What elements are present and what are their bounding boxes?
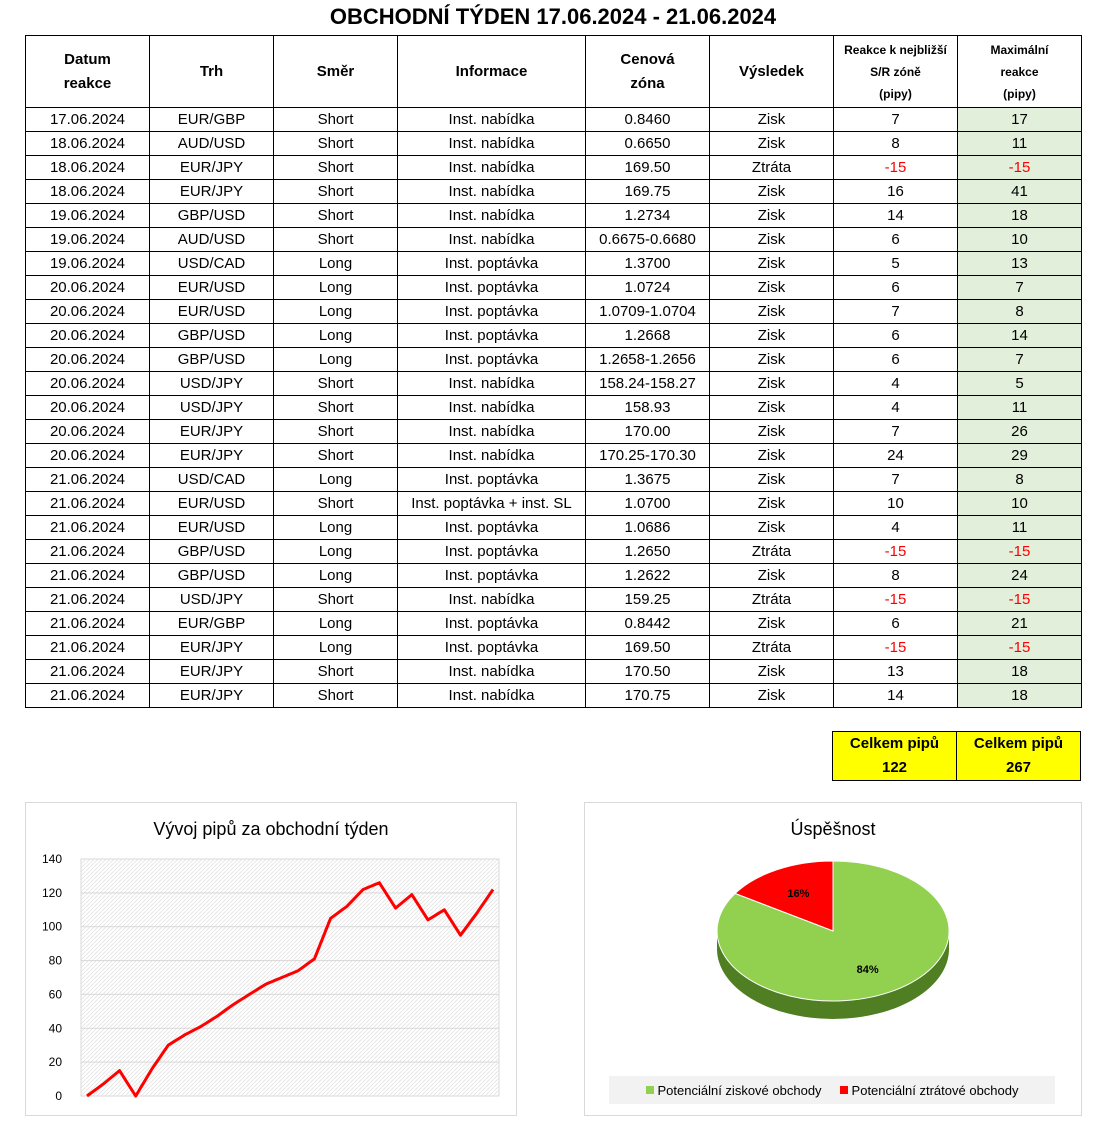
cell-reaction: 10 [834, 492, 958, 516]
cell-reaction: 6 [834, 348, 958, 372]
cell-result: Zisk [710, 492, 834, 516]
y-tick-label: 20 [48, 1055, 62, 1070]
cell-zone: 1.2622 [586, 564, 710, 588]
cell-direction: Short [274, 660, 398, 684]
cell-date: 21.06.2024 [26, 564, 150, 588]
cell-date: 20.06.2024 [26, 276, 150, 300]
cell-market: AUD/USD [150, 228, 274, 252]
cell-reaction: 6 [834, 228, 958, 252]
table-row [26, 108, 1082, 132]
table-row [26, 492, 1082, 516]
cell-result: Zisk [710, 684, 834, 708]
header-info: Informace [398, 36, 586, 108]
cell-info: Inst. nabídka [398, 444, 586, 468]
cell-direction: Long [274, 516, 398, 540]
cell-market: EUR/JPY [150, 180, 274, 204]
cell-info: Inst. nabídka [398, 420, 586, 444]
cell-max: 18 [958, 204, 1082, 228]
cell-result: Zisk [710, 300, 834, 324]
cell-date: 20.06.2024 [26, 372, 150, 396]
table-row [26, 228, 1082, 252]
y-tick-label: 40 [48, 1021, 62, 1036]
table-row [26, 636, 1082, 660]
cell-market: EUR/GBP [150, 108, 274, 132]
cell-zone: 1.0724 [586, 276, 710, 300]
table-row [26, 564, 1082, 588]
cell-date: 21.06.2024 [26, 660, 150, 684]
cell-result: Zisk [710, 228, 834, 252]
cell-zone: 170.75 [586, 684, 710, 708]
table-row [26, 324, 1082, 348]
cell-market: EUR/USD [150, 492, 274, 516]
pie-label-win: 84% [856, 964, 879, 976]
cell-result: Zisk [710, 564, 834, 588]
cell-date: 21.06.2024 [26, 540, 150, 564]
cell-reaction: 7 [834, 300, 958, 324]
table-row [26, 156, 1082, 180]
cell-info: Inst. nabídka [398, 180, 586, 204]
cell-reaction: 14 [834, 204, 958, 228]
cell-direction: Long [274, 612, 398, 636]
cell-info: Inst. poptávka [398, 276, 586, 300]
cell-max: 14 [958, 324, 1082, 348]
cell-zone: 1.0709-1.0704 [586, 300, 710, 324]
table-row [26, 444, 1082, 468]
line-chart [25, 802, 517, 1116]
cell-reaction: 7 [834, 108, 958, 132]
y-tick-label: 120 [41, 885, 62, 900]
cell-date: 20.06.2024 [26, 396, 150, 420]
cell-direction: Short [274, 492, 398, 516]
table-row [26, 660, 1082, 684]
total-reaction: Celkem pipů 122 [833, 732, 957, 781]
cell-reaction: 6 [834, 324, 958, 348]
cell-info: Inst. poptávka [398, 564, 586, 588]
cell-result: Zisk [710, 372, 834, 396]
cell-max: 24 [958, 564, 1082, 588]
cell-result: Zisk [710, 132, 834, 156]
cell-date: 20.06.2024 [26, 348, 150, 372]
cell-reaction: 7 [834, 420, 958, 444]
cell-info: Inst. nabídka [398, 660, 586, 684]
table-row [26, 612, 1082, 636]
cell-zone: 1.0700 [586, 492, 710, 516]
cell-date: 20.06.2024 [26, 444, 150, 468]
cell-result: Zisk [710, 204, 834, 228]
cell-result: Zisk [710, 276, 834, 300]
cell-market: GBP/USD [150, 324, 274, 348]
table-row [26, 204, 1082, 228]
cell-reaction: 8 [834, 564, 958, 588]
cell-market: EUR/JPY [150, 660, 274, 684]
cell-reaction: 24 [834, 444, 958, 468]
cell-result: Ztráta [710, 636, 834, 660]
cell-info: Inst. nabídka [398, 396, 586, 420]
legend-item-loss: Potenciální ztrátové obchody [840, 1083, 1019, 1098]
cell-zone: 169.50 [586, 156, 710, 180]
cell-direction: Short [274, 180, 398, 204]
cell-zone: 170.50 [586, 660, 710, 684]
trades-body [26, 108, 1082, 708]
cell-result: Zisk [710, 516, 834, 540]
cell-market: EUR/USD [150, 276, 274, 300]
cell-max: 8 [958, 468, 1082, 492]
cell-max: 18 [958, 660, 1082, 684]
cell-date: 17.06.2024 [26, 108, 150, 132]
cell-reaction: 4 [834, 396, 958, 420]
cell-date: 19.06.2024 [26, 252, 150, 276]
cell-market: GBP/USD [150, 348, 274, 372]
cell-direction: Long [274, 348, 398, 372]
cell-info: Inst. nabídka [398, 108, 586, 132]
cell-date: 19.06.2024 [26, 204, 150, 228]
cell-reaction: 8 [834, 132, 958, 156]
cell-info: Inst. nabídka [398, 372, 586, 396]
cell-max: 7 [958, 348, 1082, 372]
cell-direction: Short [274, 396, 398, 420]
pie-chart-plot [585, 803, 1081, 1115]
cell-date: 21.06.2024 [26, 636, 150, 660]
cell-max: -15 [958, 636, 1082, 660]
cell-direction: Short [274, 132, 398, 156]
cell-info: Inst. poptávka [398, 540, 586, 564]
cell-max: -15 [958, 540, 1082, 564]
cell-reaction: -15 [834, 156, 958, 180]
table-row [26, 276, 1082, 300]
cell-direction: Long [274, 564, 398, 588]
cell-zone: 169.50 [586, 636, 710, 660]
cell-zone: 170.00 [586, 420, 710, 444]
header-result: Výsledek [710, 36, 834, 108]
cell-info: Inst. nabídka [398, 204, 586, 228]
cell-market: USD/JPY [150, 372, 274, 396]
cell-zone: 0.8460 [586, 108, 710, 132]
cell-result: Zisk [710, 660, 834, 684]
cell-direction: Long [274, 276, 398, 300]
cell-reaction: 7 [834, 468, 958, 492]
cell-zone: 158.93 [586, 396, 710, 420]
cell-info: Inst. poptávka [398, 612, 586, 636]
cell-result: Zisk [710, 180, 834, 204]
cell-max: 18 [958, 684, 1082, 708]
cell-direction: Short [274, 108, 398, 132]
cell-date: 21.06.2024 [26, 492, 150, 516]
line-chart-plot [26, 803, 516, 1115]
cell-reaction: 5 [834, 252, 958, 276]
cell-market: EUR/USD [150, 516, 274, 540]
cell-direction: Short [274, 420, 398, 444]
cell-result: Zisk [710, 420, 834, 444]
cell-max: 29 [958, 444, 1082, 468]
cell-date: 18.06.2024 [26, 132, 150, 156]
cell-max: 5 [958, 372, 1082, 396]
cell-info: Inst. nabídka [398, 132, 586, 156]
y-tick-label: 80 [48, 953, 62, 968]
cell-max: -15 [958, 588, 1082, 612]
cell-direction: Short [274, 372, 398, 396]
cell-reaction: -15 [834, 588, 958, 612]
legend-item-win: Potenciální ziskové obchody [646, 1083, 822, 1098]
cell-max: 11 [958, 132, 1082, 156]
cell-date: 20.06.2024 [26, 324, 150, 348]
cell-info: Inst. poptávka [398, 468, 586, 492]
cell-max: 41 [958, 180, 1082, 204]
cell-max: 11 [958, 516, 1082, 540]
cell-reaction: 16 [834, 180, 958, 204]
cell-info: Inst. nabídka [398, 228, 586, 252]
table-row [26, 132, 1082, 156]
cell-date: 21.06.2024 [26, 612, 150, 636]
cell-max: 8 [958, 300, 1082, 324]
cell-zone: 1.0686 [586, 516, 710, 540]
cell-info: Inst. poptávka [398, 636, 586, 660]
cell-zone: 1.3675 [586, 468, 710, 492]
cell-date: 21.06.2024 [26, 684, 150, 708]
cell-result: Zisk [710, 468, 834, 492]
table-row [26, 180, 1082, 204]
cell-date: 21.06.2024 [26, 468, 150, 492]
cell-info: Inst. poptávka [398, 348, 586, 372]
cell-direction: Long [274, 300, 398, 324]
header-market: Trh [150, 36, 274, 108]
cell-market: GBP/USD [150, 540, 274, 564]
cell-direction: Short [274, 204, 398, 228]
cell-result: Zisk [710, 252, 834, 276]
cell-reaction: 6 [834, 276, 958, 300]
cell-reaction: -15 [834, 540, 958, 564]
table-row [26, 348, 1082, 372]
cell-market: EUR/JPY [150, 444, 274, 468]
cell-info: Inst. poptávka [398, 252, 586, 276]
cell-reaction: -15 [834, 636, 958, 660]
cell-direction: Short [274, 156, 398, 180]
cell-zone: 1.2668 [586, 324, 710, 348]
table-row [26, 420, 1082, 444]
table-row [26, 540, 1082, 564]
cell-result: Zisk [710, 324, 834, 348]
cell-market: GBP/USD [150, 204, 274, 228]
table-row [26, 588, 1082, 612]
cell-max: 11 [958, 396, 1082, 420]
cell-date: 20.06.2024 [26, 420, 150, 444]
cell-zone: 1.2658-1.2656 [586, 348, 710, 372]
cell-info: Inst. poptávka [398, 300, 586, 324]
cell-result: Zisk [710, 444, 834, 468]
cell-market: GBP/USD [150, 564, 274, 588]
cell-direction: Long [274, 468, 398, 492]
page-title: OBCHODNÍ TÝDEN 17.06.2024 - 21.06.2024 [329, 4, 777, 29]
header-max: Maximální reakce (pipy) [958, 36, 1082, 108]
pie-chart [584, 802, 1082, 1116]
pie-legend [609, 1076, 1055, 1104]
cell-info: Inst. poptávka [398, 324, 586, 348]
cell-direction: Short [274, 684, 398, 708]
cell-zone: 1.2734 [586, 204, 710, 228]
legend-swatch-win [646, 1086, 654, 1094]
cell-max: 21 [958, 612, 1082, 636]
table-row [26, 684, 1082, 708]
line-chart-title: Vývoj pipů za obchodní týden [153, 819, 389, 839]
cell-max: 17 [958, 108, 1082, 132]
table-row [26, 252, 1082, 276]
cell-reaction: 14 [834, 684, 958, 708]
cell-zone: 1.3700 [586, 252, 710, 276]
header-row [26, 36, 1082, 108]
y-tick-label: 140 [41, 852, 62, 866]
cell-zone: 0.6650 [586, 132, 710, 156]
cell-max: 10 [958, 228, 1082, 252]
cell-zone: 0.6675-0.6680 [586, 228, 710, 252]
cell-info: Inst. nabídka [398, 156, 586, 180]
cell-zone: 169.75 [586, 180, 710, 204]
cell-date: 18.06.2024 [26, 156, 150, 180]
table-row [26, 300, 1082, 324]
cell-date: 21.06.2024 [26, 588, 150, 612]
table-row [26, 468, 1082, 492]
cell-info: Inst. poptávka [398, 516, 586, 540]
y-tick-label: 0 [55, 1089, 62, 1103]
cell-reaction: 4 [834, 516, 958, 540]
cell-market: EUR/JPY [150, 156, 274, 180]
cell-result: Ztráta [710, 588, 834, 612]
cell-reaction: 6 [834, 612, 958, 636]
cell-max: 13 [958, 252, 1082, 276]
total-max: Celkem pipů 267 [957, 732, 1081, 781]
cell-market: USD/CAD [150, 252, 274, 276]
cell-max: 10 [958, 492, 1082, 516]
table-row [26, 372, 1082, 396]
table-row [26, 396, 1082, 420]
cell-result: Zisk [710, 108, 834, 132]
header-zone: Cenová zóna [586, 36, 710, 108]
table-row [26, 516, 1082, 540]
header-direction: Směr [274, 36, 398, 108]
cell-zone: 0.8442 [586, 612, 710, 636]
cell-direction: Long [274, 324, 398, 348]
cell-market: EUR/USD [150, 300, 274, 324]
pie-chart-title: Úspěšnost [790, 819, 876, 839]
cell-info: Inst. nabídka [398, 588, 586, 612]
cell-reaction: 4 [834, 372, 958, 396]
cell-direction: Short [274, 228, 398, 252]
cell-market: EUR/JPY [150, 420, 274, 444]
cell-result: Ztráta [710, 540, 834, 564]
trades-table [25, 35, 1082, 708]
cell-direction: Long [274, 252, 398, 276]
cell-reaction: 13 [834, 660, 958, 684]
header-reaction: Reakce k nejbližší S/R zóně (pipy) [834, 36, 958, 108]
cell-market: AUD/USD [150, 132, 274, 156]
cell-direction: Short [274, 444, 398, 468]
cell-direction: Long [274, 636, 398, 660]
y-tick-label: 100 [41, 919, 62, 934]
cell-market: USD/JPY [150, 396, 274, 420]
cell-date: 21.06.2024 [26, 516, 150, 540]
cell-market: EUR/JPY [150, 636, 274, 660]
cell-zone: 170.25-170.30 [586, 444, 710, 468]
cell-result: Ztráta [710, 156, 834, 180]
cell-market: USD/CAD [150, 468, 274, 492]
pie-label-loss: 16% [787, 888, 810, 900]
totals-table [832, 731, 1081, 781]
header-date: Datum reakce [26, 36, 150, 108]
cell-date: 20.06.2024 [26, 300, 150, 324]
cell-max: 26 [958, 420, 1082, 444]
cell-market: EUR/GBP [150, 612, 274, 636]
cell-zone: 158.24-158.27 [586, 372, 710, 396]
legend-swatch-loss [840, 1086, 848, 1094]
cell-direction: Long [274, 540, 398, 564]
cell-result: Zisk [710, 348, 834, 372]
cell-zone: 159.25 [586, 588, 710, 612]
cell-max: -15 [958, 156, 1082, 180]
cell-market: EUR/JPY [150, 684, 274, 708]
cell-date: 19.06.2024 [26, 228, 150, 252]
cell-info: Inst. nabídka [398, 684, 586, 708]
cell-market: USD/JPY [150, 588, 274, 612]
y-tick-label: 60 [48, 987, 62, 1002]
cell-date: 18.06.2024 [26, 180, 150, 204]
cell-max: 7 [958, 276, 1082, 300]
cell-result: Zisk [710, 612, 834, 636]
cell-direction: Short [274, 588, 398, 612]
cell-zone: 1.2650 [586, 540, 710, 564]
cell-result: Zisk [710, 396, 834, 420]
cell-info: Inst. poptávka + inst. SL [398, 492, 586, 516]
